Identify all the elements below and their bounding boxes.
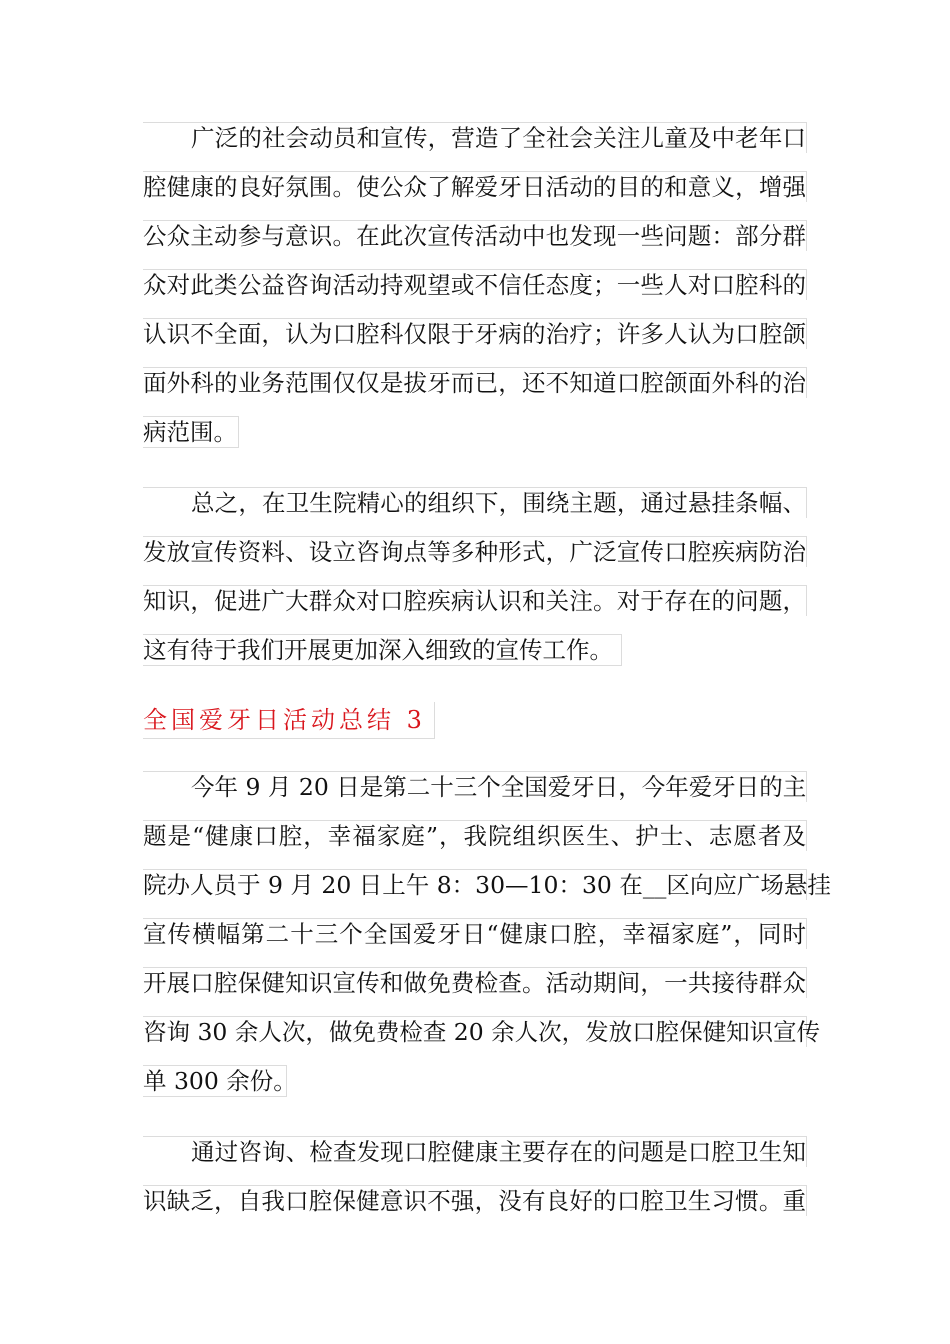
paragraph-line: 宣传横幅第二十三个全国爱牙日“健康口腔，幸福家庭”，同时 <box>143 920 806 948</box>
section-heading: 全国爱牙日活动总结 3 <box>143 702 435 739</box>
paragraph-line: 知识，促进广大群众对口腔疾病认识和关注。对于存在的问题， <box>143 587 806 615</box>
paragraph-line: 总之，在卫生院精心的组织下，围绕主题，通过悬挂条幅、 <box>143 487 807 518</box>
paragraph-line: 今年 9 月 20 日是第二十三个全国爱牙日，今年爱牙日的主 <box>143 771 807 802</box>
paragraph-line: 开展口腔保健知识宣传和做免费检查。活动期间，一共接待群众 <box>143 969 806 997</box>
paragraph-line: 认识不全面，认为口腔科仅限于牙病的治疗；许多人认为口腔颌 <box>143 320 806 348</box>
paragraph-line: 众对此类公益咨询活动持观望或不信任态度；一些人对口腔科的 <box>143 271 806 299</box>
paragraph-line: 面外科的业务范围仅仅是拔牙而已，还不知道口腔颌面外科的治 <box>143 369 806 397</box>
paragraph-line: 这有待于我们开展更加深入细致的宣传工作。 <box>143 634 622 666</box>
paragraph-line: 病范围。 <box>143 418 237 446</box>
paragraph-line: 腔健康的良好氛围。使公众了解爱牙日活动的目的和意义，增强 <box>143 173 806 201</box>
paragraph-line: 单 300 余份。 <box>143 1067 297 1095</box>
paragraph-line: 题是“健康口腔，幸福家庭”，我院组织医生、护士、志愿者及 <box>143 822 806 850</box>
paragraph-line: 通过咨询、检查发现口腔健康主要存在的问题是口腔卫生知 <box>143 1136 807 1167</box>
paragraph-line: 院办人员于 9 月 20 日上午 8：30—10：30 在__区向应广场悬挂 <box>143 871 831 899</box>
paragraph-line: 发放宣传资料、设立咨询点等多种形式，广泛宣传口腔疾病防治 <box>143 538 806 566</box>
paragraph-line: 识缺乏，自我口腔保健意识不强，没有良好的口腔卫生习惯。重 <box>143 1187 806 1215</box>
paragraph-line: 公众主动参与意识。在此次宣传活动中也发现一些问题：部分群 <box>143 222 806 250</box>
paragraph-line: 广泛的社会动员和宣传，营造了全社会关注儿童及中老年口 <box>143 122 807 153</box>
paragraph-line: 咨询 30 余人次，做免费检查 20 余人次，发放口腔保健知识宣传 <box>143 1018 821 1046</box>
